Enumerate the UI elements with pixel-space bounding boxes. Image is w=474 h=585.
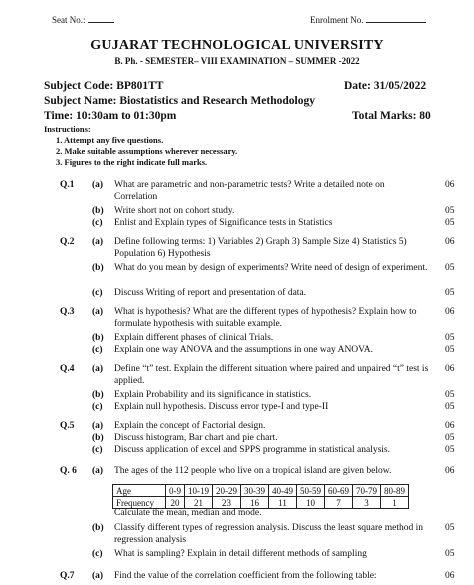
question-number: Q.7 [60,571,75,581]
question-text: Define following terms: 1) Variables 2) Graph 3) Sample Size 4) Statistics 5) Population 6) Hypothesis [114,237,407,259]
question-number: Q. 6 [60,466,77,476]
part-label: (b) [92,333,104,343]
question-text: The ages of the 112 people who live on a tropical island are given below. [114,466,392,476]
question-text: Define “t” test. Explain the different situation where paired and unpaired “t” test is applied. [114,364,429,386]
table-cell: 20 [166,497,185,509]
total-marks: Total Marks: 80 [352,110,431,122]
table-cell: 7 [325,497,353,509]
question-text: Explain one way ANOVA and the assumptions in one way ANOVA. [114,345,374,355]
question-marks: 05 [445,288,455,298]
table-cell: 11 [269,497,297,509]
seat-number-blank [88,14,114,23]
part-label: (a) [92,421,104,431]
table-row [113,497,409,509]
table-cell: 0-9 [166,485,185,497]
table-cell: 10 [297,497,325,509]
part-label: (b) [92,263,104,273]
table-cell: Age [113,485,166,497]
enrolment-number-blank [366,14,426,23]
seat-number-field [52,14,114,25]
part-label: (b) [92,206,104,216]
question-marks: 05 [445,523,455,533]
exam-date: Date: 31/05/2022 [344,80,427,92]
question-marks: 06 [445,237,455,247]
question-text: What are parametric and non-parametric tests? Write a detailed note on Correlation [114,180,385,202]
question-marks: 05 [445,345,455,355]
part-label: (b) [92,523,104,533]
part-label: (a) [92,237,104,247]
part-label: (a) [92,571,104,581]
question-text: Explain Probability and its significance in statistics. [114,390,312,400]
question-text: Discuss histogram, Bar chart and pie chart. [114,433,278,443]
table-cell: 1 [381,497,409,509]
question-marks: 05 [445,402,455,412]
question-text: Explain null hypothesis. Discuss error type-I and type-II [114,402,329,412]
part-label: (a) [92,307,104,317]
enrolment-number-label: Enrolment No. [310,15,364,25]
table-cell: 30-39 [241,485,269,497]
table-cell: 50-59 [297,485,325,497]
table-row [113,485,409,497]
instruction-item: 2. Make suitable assumptions wherever necessary. [56,146,238,156]
question-marks: 05 [445,218,455,228]
question-text: Classify different types of regression analysis. Discuss the least square method in regression analysis [114,523,424,545]
question-text: Enlist and Explain types of Significance tests in Statistics [114,218,333,228]
age-frequency-table [112,484,409,509]
part-label: (c) [92,345,103,355]
question-text: Find the value of the correlation coefficient from the following table: [114,571,377,581]
question-text: Write short not on cohort study. [114,206,235,216]
question-number: Q.3 [60,307,75,317]
table-cell: 23 [213,497,241,509]
question-text: Explain different phases of clinical Trials. [114,333,274,343]
university-title: GUJARAT TECHNOLOGICAL UNIVERSITY [90,38,384,53]
question-marks: 05 [445,433,455,443]
question-text: What do you mean by design of experiments? Write need of design of experiment. [114,263,428,273]
exam-time: Time: 10:30am to 01:30pm [44,110,177,122]
question-text: Discuss Writing of report and presentation of data. [114,288,307,298]
exam-line: B. Ph. - SEMESTER– VIII EXAMINATION – SUMMER -2022 [114,56,360,66]
table-cell: 3 [353,497,381,509]
instruction-item: 1. Attempt any five questions. [56,135,164,145]
enrolment-number-field [310,14,426,25]
part-label: (a) [92,180,104,190]
table-cell: Frequency [113,497,166,509]
part-label: (c) [92,288,103,298]
question-text: Discuss application of excel and SPPS programme in statistical analysis. [114,445,390,455]
part-label: (c) [92,445,103,455]
part-label: (c) [92,402,103,412]
table-cell: 16 [241,497,269,509]
part-label: (b) [92,390,104,400]
question-marks: 06 [445,466,455,476]
table-cell: 21 [185,497,213,509]
question-marks: 06 [445,421,455,431]
part-label: (a) [92,364,104,374]
instructions-title: Instructions: [44,124,91,134]
question-text: Calculate the mean, median and mode. [114,508,262,518]
part-label: (c) [92,218,103,228]
table-cell: 70-79 [353,485,381,497]
question-marks: 06 [445,307,455,317]
question-text: What is hypothesis? What are the different types of hypothesis? Explain how to formulate hypothesis with suitable example. [114,307,417,329]
seat-number-label: Seat No.: [52,15,86,25]
question-marks: 05 [445,390,455,400]
table-cell: 10-19 [185,485,213,497]
question-marks: 06 [445,180,455,190]
subject-code: Subject Code: BP801TT [44,80,164,92]
table-cell: 40-49 [269,485,297,497]
question-number: Q.4 [60,364,75,374]
table-cell: 20-29 [213,485,241,497]
question-number: Q.1 [60,180,75,190]
table-cell: 80-89 [381,485,409,497]
instruction-item: 3. Figures to the right indicate full marks. [56,157,208,167]
table-cell: 60-69 [325,485,353,497]
question-marks: 05 [445,445,455,455]
question-marks: 05 [445,333,455,343]
question-marks: 05 [445,206,455,216]
subject-name: Subject Name: Biostatistics and Research Methodology [44,95,315,107]
part-label: (c) [92,549,103,559]
question-number: Q.5 [60,421,75,431]
question-marks: 05 [445,549,455,559]
question-number: Q.2 [60,237,75,247]
question-text: What is sampling? Explain in detail different methods of sampling [114,549,367,559]
question-marks: 06 [445,571,455,581]
question-text: Explain the concept of Factorial design. [114,421,266,431]
part-label: (b) [92,433,104,443]
question-marks: 05 [445,263,455,273]
part-label: (a) [92,466,104,476]
question-marks: 06 [445,364,455,374]
